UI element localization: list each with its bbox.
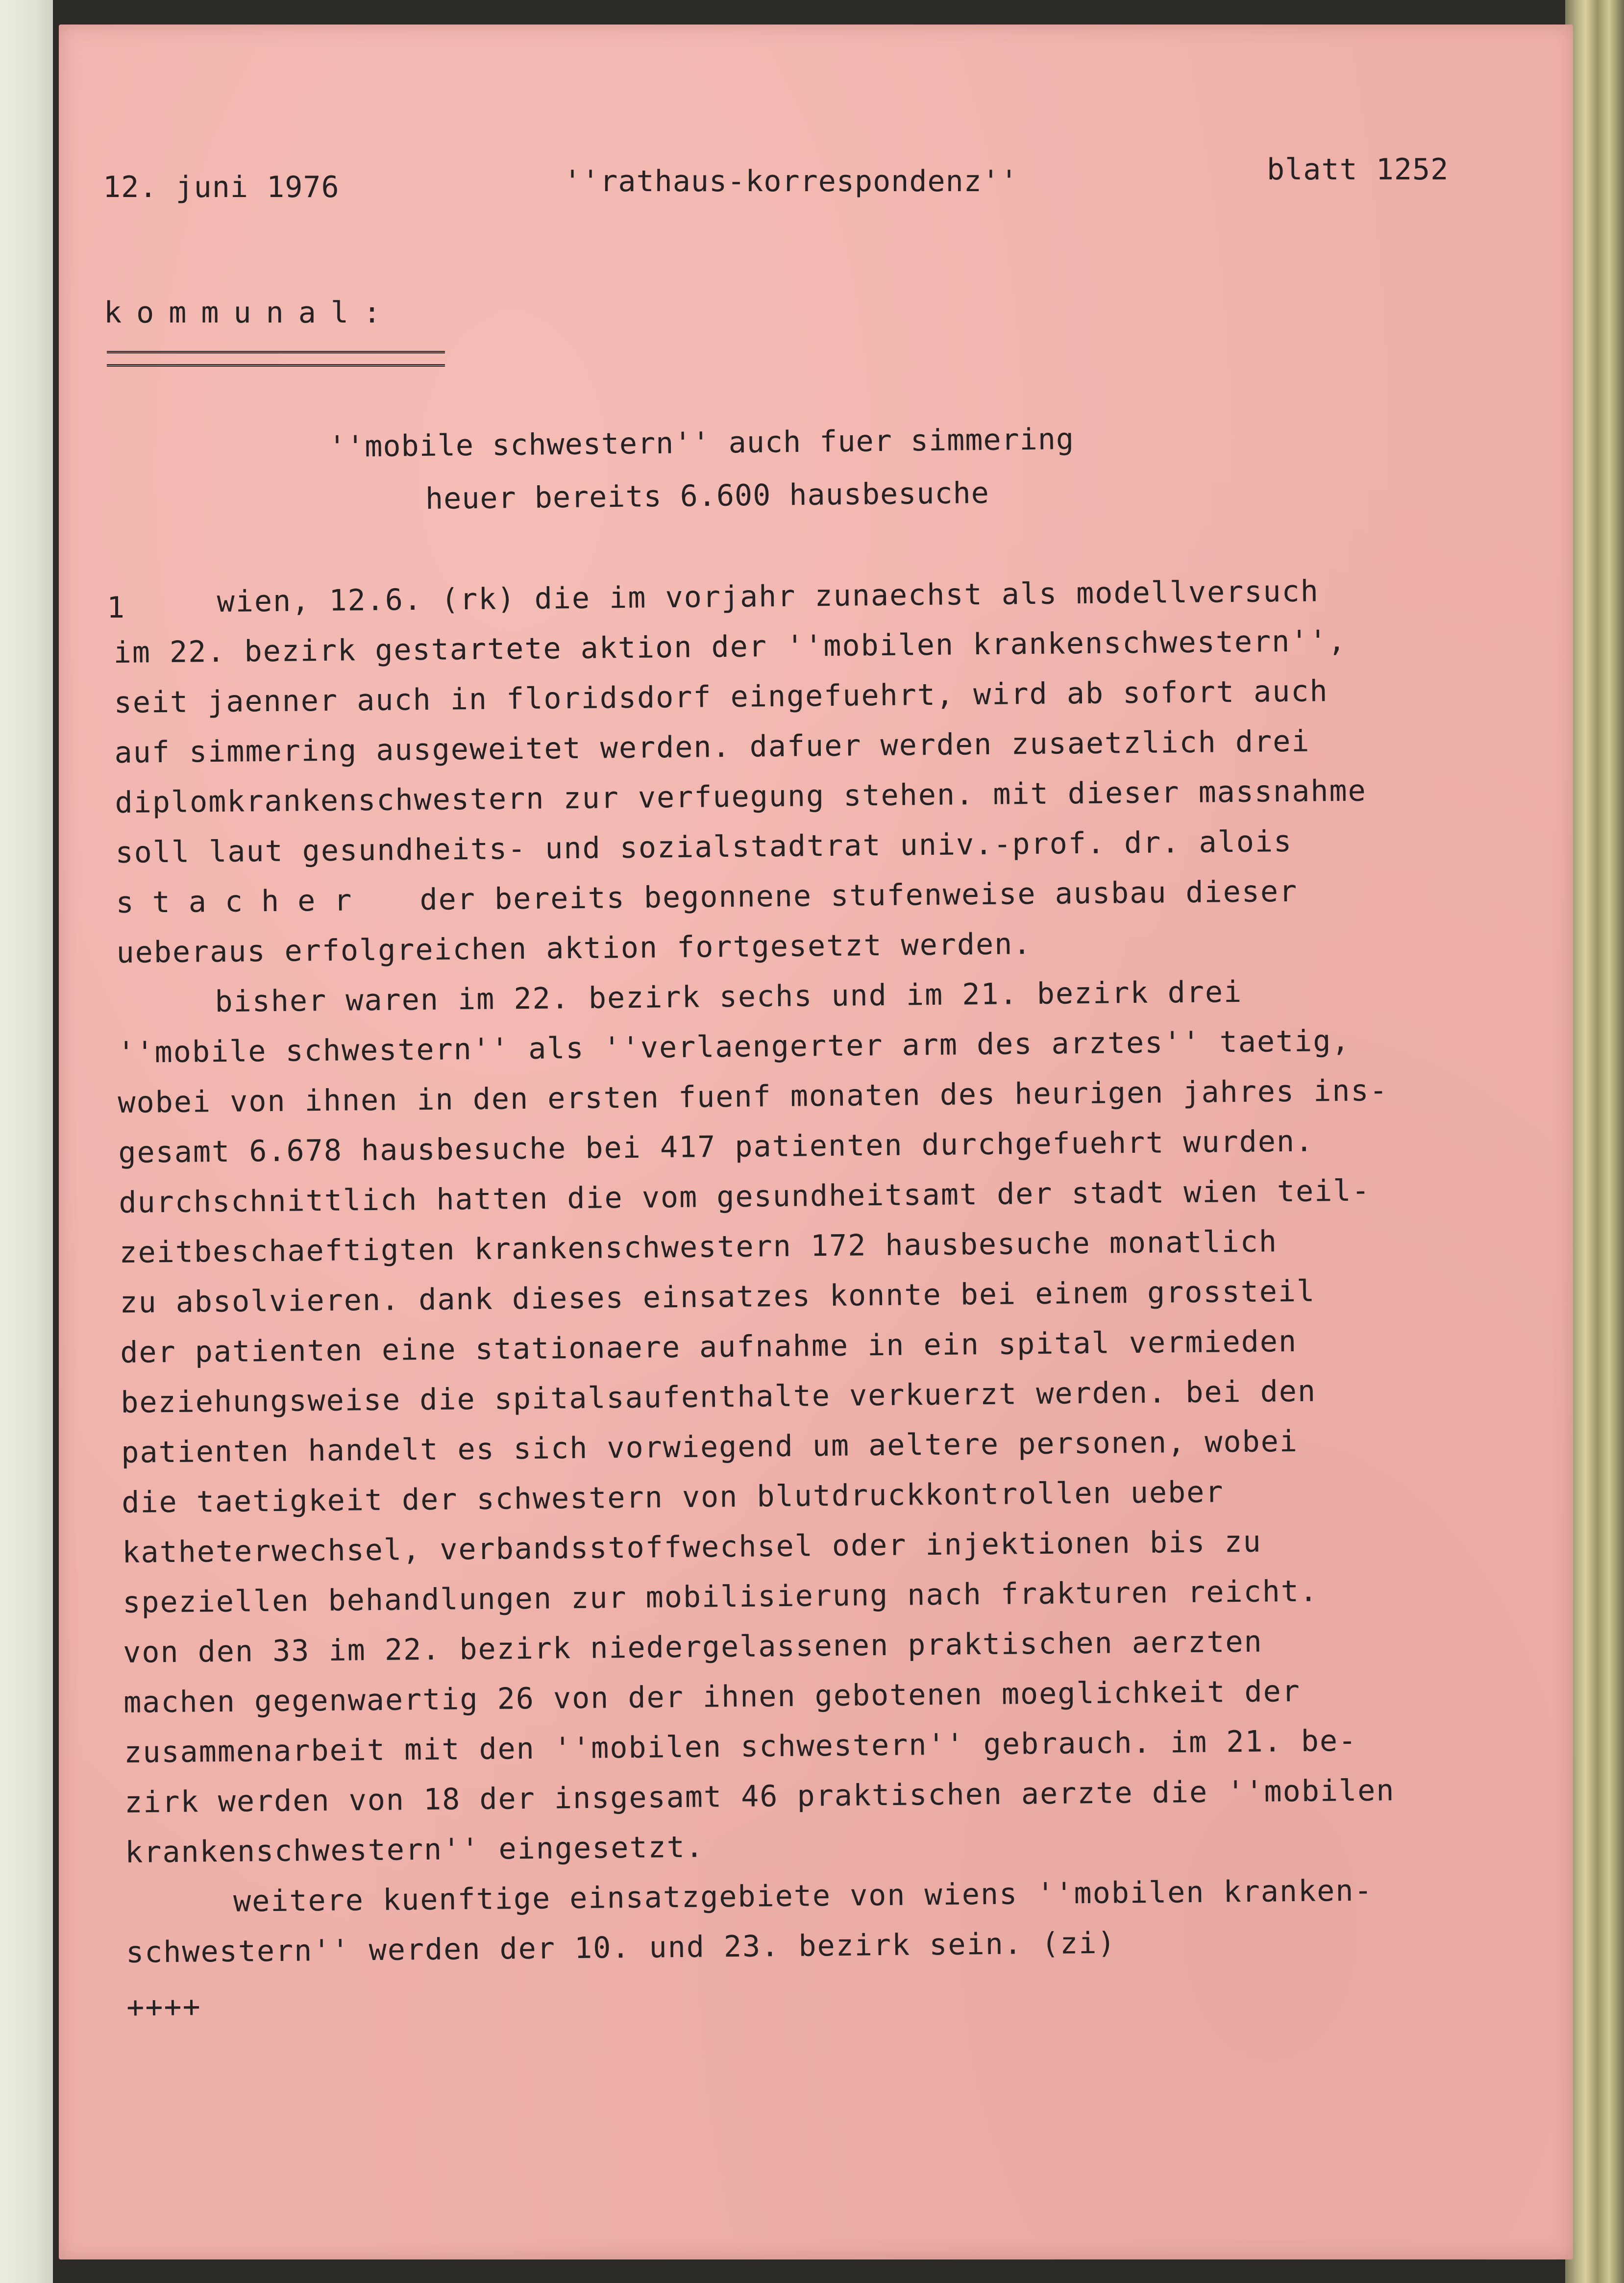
body-line: die taetigkeit der schwestern von blutdruckkontrollen ueber	[121, 1475, 1224, 1520]
body-line: im 22. bezirk gestartete aktion der ''mobilen krankenschwestern'',	[113, 623, 1347, 670]
body-line: seit jaenner auch in floridsdorf eingefuehrt, wird ab sofort auch	[114, 674, 1329, 720]
body-line: krankenschwestern'' eingesetzt.	[124, 1830, 705, 1870]
body-line-paragraph-start: weitere kuenftige einsatzgebiete von wiens ''mobilen kranken-	[233, 1873, 1373, 1919]
body-line: von den 33 im 22. bezirk niedergelassenen praktischen aerzten	[123, 1624, 1263, 1670]
body-line: der patienten eine stationaere aufnahme in ein spital vermieden	[120, 1324, 1298, 1370]
body-line: durchschnittlich hatten die vom gesundheitsamt der stadt wien teil-	[119, 1173, 1371, 1220]
left-page-edge	[0, 0, 59, 2283]
body-line: katheterwechsel, verbandsstoffwechsel oder injektionen bis zu	[122, 1524, 1262, 1570]
body-line: der bereits begonnene stufenweise ausbau dieser	[419, 874, 1298, 918]
body-line: soll laut gesundheits- und sozialstadtrat univ.-prof. dr. alois	[115, 824, 1293, 870]
header-publication: ''rathaus-korrespondenz''	[564, 164, 1019, 199]
section-underline	[107, 351, 445, 367]
headline-line-1: ''mobile schwestern'' auch fuer simmering	[328, 422, 1075, 464]
body-line: zusammenarbeit mit den ''mobilen schwestern'' gebrauch. im 21. be-	[123, 1723, 1357, 1770]
body-line: wien, 12.6. (rk) die im vorjahr zunaechst als modellversuch	[217, 574, 1320, 619]
body-line-paragraph-start: bisher waren im 22. bezirk sechs und im 21. bezirk drei	[215, 974, 1243, 1019]
article-number: 1	[107, 591, 125, 625]
headline-line-2: heuer bereits 6.600 hausbesuche	[425, 475, 990, 517]
header-sheet-number: blatt 1252	[1267, 152, 1449, 187]
body-line: ''mobile schwestern'' als ''verlaengerter arm des arztes'' taetig,	[117, 1023, 1351, 1070]
body-line: zu absolvieren. dank dieses einsatzes konnte bei einem grossteil	[120, 1274, 1316, 1320]
body-line: machen gegenwaertig 26 von der ihnen gebotenen moeglichkeit der	[123, 1674, 1301, 1720]
body-line: wobei von ihnen in den ersten fuenf monaten des heurigen jahres ins-	[118, 1073, 1389, 1120]
body-line: zeitbeschaeftigten krankenschwestern 172 hausbesuche monatlich	[119, 1224, 1278, 1270]
body-line: schwestern'' werden der 10. und 23. bezirk sein. (zi)	[125, 1926, 1116, 1970]
body-line: patienten handelt es sich vorwiegend um aeltere personen, wobei	[121, 1424, 1299, 1470]
section-label: kommunal:	[104, 296, 396, 330]
body-line: diplomkrankenschwestern zur verfuegung stehen. mit dieser massnahme	[115, 773, 1367, 820]
body-line-spaced-name: stacher	[116, 883, 370, 920]
body-line: speziellen behandlungen zur mobilisierung nach frakturen reicht.	[122, 1574, 1319, 1620]
stacked-page-edges	[1565, 0, 1624, 2283]
header-date: 12. juni 1976	[103, 170, 340, 204]
binding-shadow	[53, 0, 59, 2283]
body-line: auf simmering ausgeweitet werden. dafuer werden zusaetzlich drei	[114, 724, 1310, 770]
end-marker: ++++	[126, 1989, 202, 2025]
body-line: ueberaus erfolgreichen aktion fortgesetzt werden.	[116, 927, 1032, 970]
body-line: beziehungsweise die spitalsaufenthalte verkuerzt werden. bei den	[121, 1374, 1317, 1420]
body-line: gesamt 6.678 hausbesuche bei 417 patienten durchgefuehrt wurden.	[118, 1124, 1314, 1170]
body-line: zirk werden von 18 der insgesamt 46 praktischen aerzte die ''mobilen	[124, 1773, 1395, 1820]
